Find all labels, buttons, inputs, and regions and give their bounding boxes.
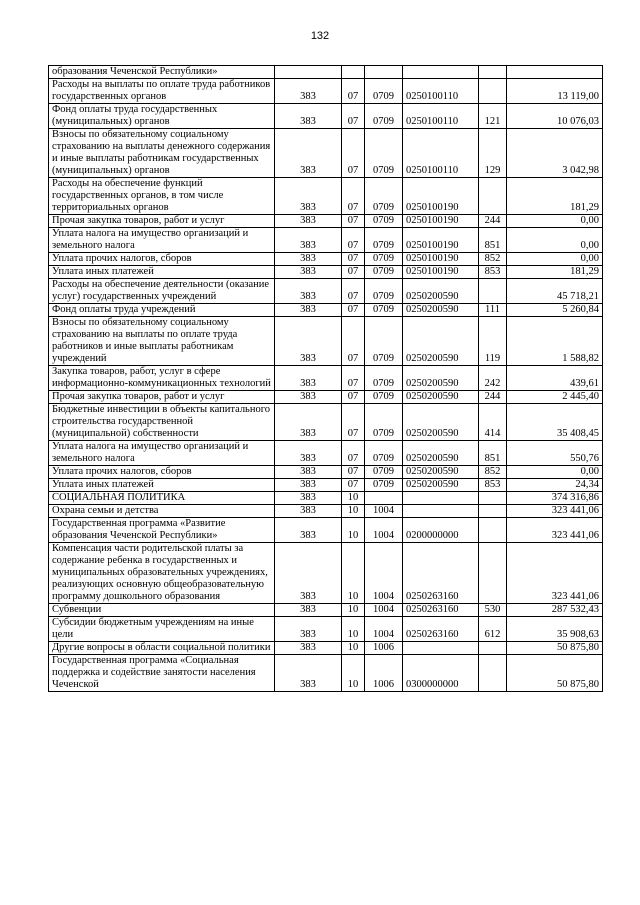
row-name-cell: Закупка товаров, работ, услуг в сфере информационно-коммуникационных технологий bbox=[49, 366, 275, 391]
row-expense-type-cell bbox=[479, 543, 507, 604]
row-section-cell: 07 bbox=[342, 366, 365, 391]
row-name-cell: Фонд оплаты труда учреждений bbox=[49, 304, 275, 317]
row-target-code-cell: 0250100190 bbox=[403, 228, 479, 253]
row-name-cell: Прочая закупка товаров, работ и услуг bbox=[49, 391, 275, 404]
row-expense-type-cell: 853 bbox=[479, 479, 507, 492]
row-expense-type-cell: 119 bbox=[479, 317, 507, 366]
row-grbs-cell: 383 bbox=[275, 543, 342, 604]
row-section-cell: 10 bbox=[342, 617, 365, 642]
row-name-cell: Уплата прочих налогов, сборов bbox=[49, 253, 275, 266]
row-target-code-cell bbox=[403, 492, 479, 505]
table-row bbox=[49, 178, 603, 215]
row-subsection-cell: 0709 bbox=[365, 104, 403, 129]
row-amount-cell: 439,61 bbox=[507, 366, 603, 391]
row-subsection-cell: 0709 bbox=[365, 466, 403, 479]
row-target-code-cell: 0250200590 bbox=[403, 404, 479, 441]
row-name-cell: Уплата налога на имущество организаций и земельного налога bbox=[49, 228, 275, 253]
row-target-code-cell: 0300000000 bbox=[403, 655, 479, 692]
table-row bbox=[49, 492, 603, 505]
row-grbs-cell: 383 bbox=[275, 604, 342, 617]
row-target-code-cell bbox=[403, 505, 479, 518]
row-amount-cell: 0,00 bbox=[507, 215, 603, 228]
row-amount-cell: 1 588,82 bbox=[507, 317, 603, 366]
row-subsection-cell: 0709 bbox=[365, 215, 403, 228]
row-name-cell: образования Чеченской Республики» bbox=[49, 66, 275, 79]
table-row bbox=[49, 642, 603, 655]
table-row bbox=[49, 543, 603, 604]
row-section-cell: 07 bbox=[342, 228, 365, 253]
row-section-cell: 10 bbox=[342, 505, 365, 518]
table-row bbox=[49, 129, 603, 178]
budget-table bbox=[48, 65, 603, 692]
row-grbs-cell: 383 bbox=[275, 492, 342, 505]
table-row bbox=[49, 79, 603, 104]
row-subsection-cell: 0709 bbox=[365, 366, 403, 391]
row-subsection-cell: 0709 bbox=[365, 441, 403, 466]
row-section-cell: 07 bbox=[342, 466, 365, 479]
row-amount-cell: 24,34 bbox=[507, 479, 603, 492]
row-expense-type-cell: 851 bbox=[479, 228, 507, 253]
row-amount-cell: 35 908,63 bbox=[507, 617, 603, 642]
row-target-code-cell: 0200000000 bbox=[403, 518, 479, 543]
row-section-cell: 07 bbox=[342, 279, 365, 304]
row-grbs-cell: 383 bbox=[275, 304, 342, 317]
table-row bbox=[49, 366, 603, 391]
row-target-code-cell: 0250100110 bbox=[403, 79, 479, 104]
row-amount-cell: 50 875,80 bbox=[507, 642, 603, 655]
row-section-cell: 07 bbox=[342, 479, 365, 492]
row-grbs-cell: 383 bbox=[275, 178, 342, 215]
row-name-cell: Государственная программа «Социальная поддержка и содействие занятости населения Чеченской bbox=[49, 655, 275, 692]
row-grbs-cell: 383 bbox=[275, 505, 342, 518]
row-subsection-cell: 1006 bbox=[365, 642, 403, 655]
row-expense-type-cell bbox=[479, 518, 507, 543]
row-amount-cell: 287 532,43 bbox=[507, 604, 603, 617]
row-target-code-cell: 0250200590 bbox=[403, 466, 479, 479]
table-row bbox=[49, 317, 603, 366]
row-target-code-cell: 0250263160 bbox=[403, 617, 479, 642]
row-subsection-cell: 1004 bbox=[365, 543, 403, 604]
row-grbs-cell: 383 bbox=[275, 253, 342, 266]
row-subsection-cell: 0709 bbox=[365, 228, 403, 253]
row-target-code-cell: 0250200590 bbox=[403, 279, 479, 304]
row-expense-type-cell bbox=[479, 79, 507, 104]
row-target-code-cell bbox=[403, 642, 479, 655]
budget-table-body bbox=[49, 66, 603, 692]
row-grbs-cell: 383 bbox=[275, 642, 342, 655]
row-expense-type-cell bbox=[479, 642, 507, 655]
row-expense-type-cell: 851 bbox=[479, 441, 507, 466]
row-amount-cell: 3 042,98 bbox=[507, 129, 603, 178]
row-expense-type-cell: 244 bbox=[479, 391, 507, 404]
row-target-code-cell: 0250100190 bbox=[403, 266, 479, 279]
row-section-cell: 10 bbox=[342, 604, 365, 617]
table-row bbox=[49, 304, 603, 317]
row-amount-cell: 0,00 bbox=[507, 253, 603, 266]
row-subsection-cell: 1004 bbox=[365, 604, 403, 617]
row-section-cell: 07 bbox=[342, 215, 365, 228]
row-subsection-cell bbox=[365, 66, 403, 79]
table-row bbox=[49, 617, 603, 642]
row-grbs-cell: 383 bbox=[275, 266, 342, 279]
row-amount-cell: 50 875,80 bbox=[507, 655, 603, 692]
row-section-cell: 07 bbox=[342, 266, 365, 279]
row-grbs-cell: 383 bbox=[275, 479, 342, 492]
row-subsection-cell: 0709 bbox=[365, 317, 403, 366]
row-target-code-cell: 0250100110 bbox=[403, 129, 479, 178]
row-name-cell: Уплата налога на имущество организаций и земельного налога bbox=[49, 441, 275, 466]
row-target-code-cell: 0250100190 bbox=[403, 215, 479, 228]
row-name-cell: Расходы на выплаты по оплате труда работников государственных органов bbox=[49, 79, 275, 104]
row-expense-type-cell bbox=[479, 279, 507, 304]
row-target-code-cell: 0250200590 bbox=[403, 304, 479, 317]
row-amount-cell bbox=[507, 66, 603, 79]
row-target-code-cell: 0250200590 bbox=[403, 391, 479, 404]
page-number: 132 bbox=[310, 30, 330, 42]
row-section-cell: 10 bbox=[342, 543, 365, 604]
row-grbs-cell: 383 bbox=[275, 104, 342, 129]
row-grbs-cell: 383 bbox=[275, 215, 342, 228]
row-grbs-cell: 383 bbox=[275, 366, 342, 391]
row-target-code-cell: 0250200590 bbox=[403, 441, 479, 466]
row-subsection-cell: 0709 bbox=[365, 304, 403, 317]
row-name-cell: Взносы по обязательному социальному страхованию на выплаты денежного содержания и иные выплаты работникам государственных (муниципальных) органов bbox=[49, 129, 275, 178]
row-expense-type-cell: 852 bbox=[479, 253, 507, 266]
row-subsection-cell: 0709 bbox=[365, 178, 403, 215]
row-subsection-cell: 0709 bbox=[365, 279, 403, 304]
row-subsection-cell bbox=[365, 492, 403, 505]
table-row bbox=[49, 279, 603, 304]
row-amount-cell: 374 316,86 bbox=[507, 492, 603, 505]
row-name-cell: СОЦИАЛЬНАЯ ПОЛИТИКА bbox=[49, 492, 275, 505]
row-section-cell: 07 bbox=[342, 129, 365, 178]
row-section-cell: 10 bbox=[342, 492, 365, 505]
row-expense-type-cell bbox=[479, 66, 507, 79]
row-section-cell: 07 bbox=[342, 104, 365, 129]
row-name-cell: Другие вопросы в области социальной политики bbox=[49, 642, 275, 655]
table-row bbox=[49, 604, 603, 617]
row-subsection-cell: 1006 bbox=[365, 655, 403, 692]
row-expense-type-cell bbox=[479, 505, 507, 518]
table-row bbox=[49, 253, 603, 266]
row-name-cell: Прочая закупка товаров, работ и услуг bbox=[49, 215, 275, 228]
row-subsection-cell: 0709 bbox=[365, 266, 403, 279]
row-amount-cell: 2 445,40 bbox=[507, 391, 603, 404]
row-grbs-cell: 383 bbox=[275, 279, 342, 304]
row-grbs-cell bbox=[275, 66, 342, 79]
table-row bbox=[49, 655, 603, 692]
row-subsection-cell: 1004 bbox=[365, 505, 403, 518]
row-subsection-cell: 1004 bbox=[365, 617, 403, 642]
row-expense-type-cell: 853 bbox=[479, 266, 507, 279]
row-name-cell: Фонд оплаты труда государственных (муниципальных) органов bbox=[49, 104, 275, 129]
row-amount-cell: 10 076,03 bbox=[507, 104, 603, 129]
row-expense-type-cell: 414 bbox=[479, 404, 507, 441]
row-target-code-cell: 0250100190 bbox=[403, 178, 479, 215]
row-name-cell: Охрана семьи и детства bbox=[49, 505, 275, 518]
row-amount-cell: 550,76 bbox=[507, 441, 603, 466]
row-name-cell: Уплата прочих налогов, сборов bbox=[49, 466, 275, 479]
row-amount-cell: 0,00 bbox=[507, 228, 603, 253]
table-row bbox=[49, 441, 603, 466]
row-subsection-cell: 0709 bbox=[365, 479, 403, 492]
row-target-code-cell: 0250263160 bbox=[403, 604, 479, 617]
row-expense-type-cell: 530 bbox=[479, 604, 507, 617]
table-row bbox=[49, 266, 603, 279]
row-section-cell: 10 bbox=[342, 518, 365, 543]
row-target-code-cell: 0250200590 bbox=[403, 479, 479, 492]
row-amount-cell: 45 718,21 bbox=[507, 279, 603, 304]
row-expense-type-cell bbox=[479, 655, 507, 692]
table-row bbox=[49, 518, 603, 543]
row-subsection-cell: 1004 bbox=[365, 518, 403, 543]
row-expense-type-cell: 244 bbox=[479, 215, 507, 228]
row-section-cell: 07 bbox=[342, 404, 365, 441]
table-row bbox=[49, 228, 603, 253]
row-section-cell: 10 bbox=[342, 642, 365, 655]
row-section-cell: 07 bbox=[342, 441, 365, 466]
row-target-code-cell: 0250100110 bbox=[403, 104, 479, 129]
row-name-cell: Компенсация части родительской платы за содержание ребенка в государственных и муниципальных образовательных учреждениях, реализующих основную общеобразовательную программу дошкольного образования bbox=[49, 543, 275, 604]
row-target-code-cell: 0250263160 bbox=[403, 543, 479, 604]
row-expense-type-cell: 852 bbox=[479, 466, 507, 479]
row-expense-type-cell: 242 bbox=[479, 366, 507, 391]
row-amount-cell: 323 441,06 bbox=[507, 518, 603, 543]
row-target-code-cell: 0250200590 bbox=[403, 317, 479, 366]
table-row bbox=[49, 104, 603, 129]
row-grbs-cell: 383 bbox=[275, 518, 342, 543]
row-section-cell: 07 bbox=[342, 304, 365, 317]
row-amount-cell: 35 408,45 bbox=[507, 404, 603, 441]
row-expense-type-cell: 111 bbox=[479, 304, 507, 317]
row-expense-type-cell: 129 bbox=[479, 129, 507, 178]
row-expense-type-cell: 612 bbox=[479, 617, 507, 642]
table-row bbox=[49, 479, 603, 492]
table-row bbox=[49, 505, 603, 518]
row-expense-type-cell bbox=[479, 178, 507, 215]
row-expense-type-cell bbox=[479, 492, 507, 505]
row-subsection-cell: 0709 bbox=[365, 79, 403, 104]
row-grbs-cell: 383 bbox=[275, 617, 342, 642]
row-amount-cell: 323 441,06 bbox=[507, 505, 603, 518]
row-name-cell: Бюджетные инвестиции в объекты капитального строительства государственной (муниципальной) собственности bbox=[49, 404, 275, 441]
row-subsection-cell: 0709 bbox=[365, 253, 403, 266]
row-grbs-cell: 383 bbox=[275, 441, 342, 466]
row-name-cell: Субсидии бюджетным учреждениям на иные цели bbox=[49, 617, 275, 642]
row-grbs-cell: 383 bbox=[275, 79, 342, 104]
row-section-cell: 07 bbox=[342, 253, 365, 266]
row-name-cell: Субвенции bbox=[49, 604, 275, 617]
row-grbs-cell: 383 bbox=[275, 404, 342, 441]
table-row bbox=[49, 404, 603, 441]
row-name-cell: Расходы на обеспечение функций государственных органов, в том числе территориальных органов bbox=[49, 178, 275, 215]
row-grbs-cell: 383 bbox=[275, 317, 342, 366]
row-section-cell: 07 bbox=[342, 79, 365, 104]
row-amount-cell: 5 260,84 bbox=[507, 304, 603, 317]
row-grbs-cell: 383 bbox=[275, 129, 342, 178]
row-name-cell: Уплата иных платежей bbox=[49, 266, 275, 279]
row-name-cell: Взносы по обязательному социальному страхованию на выплаты по оплате труда работников и иные выплаты работникам учреждений bbox=[49, 317, 275, 366]
row-amount-cell: 323 441,06 bbox=[507, 543, 603, 604]
row-section-cell: 07 bbox=[342, 317, 365, 366]
table-row bbox=[49, 66, 603, 79]
row-amount-cell: 13 119,00 bbox=[507, 79, 603, 104]
row-target-code-cell bbox=[403, 66, 479, 79]
row-amount-cell: 181,29 bbox=[507, 266, 603, 279]
table-row bbox=[49, 391, 603, 404]
table-row bbox=[49, 466, 603, 479]
row-grbs-cell: 383 bbox=[275, 391, 342, 404]
table-row bbox=[49, 215, 603, 228]
row-name-cell: Государственная программа «Развитие образования Чеченской Республики» bbox=[49, 518, 275, 543]
row-section-cell: 10 bbox=[342, 655, 365, 692]
row-section-cell: 07 bbox=[342, 391, 365, 404]
row-grbs-cell: 383 bbox=[275, 228, 342, 253]
row-section-cell bbox=[342, 66, 365, 79]
row-target-code-cell: 0250100190 bbox=[403, 253, 479, 266]
row-section-cell: 07 bbox=[342, 178, 365, 215]
row-amount-cell: 181,29 bbox=[507, 178, 603, 215]
row-subsection-cell: 0709 bbox=[365, 391, 403, 404]
row-subsection-cell: 0709 bbox=[365, 129, 403, 178]
row-target-code-cell: 0250200590 bbox=[403, 366, 479, 391]
row-amount-cell: 0,00 bbox=[507, 466, 603, 479]
row-subsection-cell: 0709 bbox=[365, 404, 403, 441]
row-grbs-cell: 383 bbox=[275, 466, 342, 479]
row-name-cell: Расходы на обеспечение деятельности (оказание услуг) государственных учреждений bbox=[49, 279, 275, 304]
row-expense-type-cell: 121 bbox=[479, 104, 507, 129]
row-name-cell: Уплата иных платежей bbox=[49, 479, 275, 492]
row-grbs-cell: 383 bbox=[275, 655, 342, 692]
